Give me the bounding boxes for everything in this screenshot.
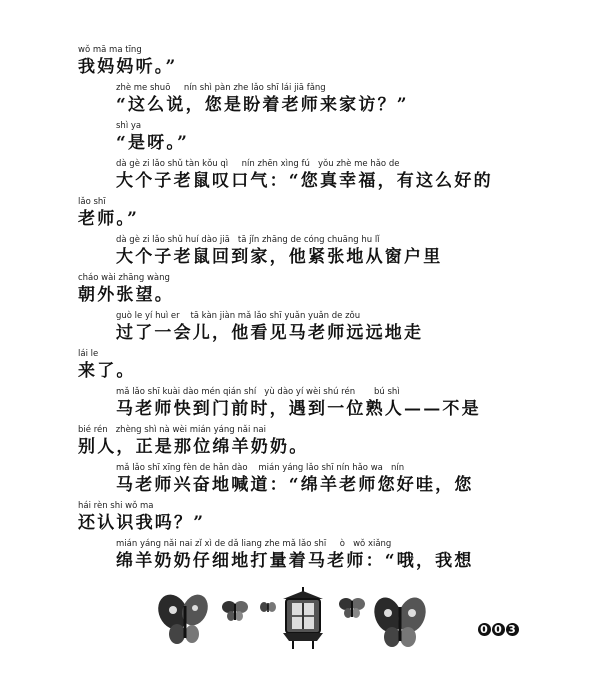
chinese-text: 马老师快到门前时，遇到一位熟人——不是 bbox=[116, 399, 481, 419]
page-number bbox=[478, 623, 520, 639]
pinyin-text: lái le bbox=[78, 349, 99, 359]
text-line bbox=[0, 272, 600, 306]
chinese-text: 绵羊奶奶仔细地打量着马老师：“哦，我想 bbox=[116, 551, 474, 571]
text-line bbox=[0, 310, 600, 344]
chinese-text: 还认识我吗？” bbox=[78, 513, 206, 533]
pinyin-text: bié rén zhèng shì nà wèi mián yáng nǎi nai bbox=[78, 425, 266, 435]
page-number-digit: 0 bbox=[492, 623, 505, 636]
pinyin-text: lǎo shī bbox=[78, 197, 106, 207]
pinyin-text: hái rèn shi wǒ ma bbox=[78, 501, 154, 511]
text-line bbox=[0, 348, 600, 382]
chinese-text: 别人，正是那位绵羊奶奶。 bbox=[78, 437, 309, 457]
butterfly-icon bbox=[153, 590, 213, 644]
chinese-text: 我妈妈听。” bbox=[78, 57, 178, 77]
chinese-text: “这么说，您是盼着老师来家访？” bbox=[116, 95, 409, 115]
text-line bbox=[0, 234, 600, 268]
text-line bbox=[0, 386, 600, 420]
page-number-digit: 0 bbox=[478, 623, 491, 636]
text-line bbox=[0, 538, 600, 572]
pinyin-text: wǒ mā ma tīng bbox=[78, 45, 142, 55]
butterfly-icon bbox=[370, 594, 431, 647]
text-line bbox=[0, 82, 600, 116]
butterfly-icon bbox=[222, 601, 248, 621]
text-line bbox=[0, 462, 600, 496]
pinyin-text: dà gè zi lǎo shǔ tàn kǒu qì nín zhēn xìng fú yǒu zhè me hǎo de bbox=[116, 159, 400, 169]
text-line bbox=[0, 424, 600, 458]
chinese-text: 大个子老鼠回到家，他紧张地从窗户里 bbox=[116, 247, 443, 267]
butterfly-icon bbox=[260, 602, 276, 612]
text-line bbox=[0, 44, 600, 78]
pinyin-text: mǎ lǎo shī xīng fèn de hǎn dào mián yáng lǎo shī nín hǎo wa nín bbox=[116, 463, 405, 473]
pinyin-text: cháo wài zhāng wàng bbox=[78, 273, 170, 283]
chinese-text: “是呀。” bbox=[116, 133, 190, 153]
chinese-text: 朝外张望。 bbox=[78, 285, 174, 305]
text-line bbox=[0, 158, 600, 192]
butterfly-icon bbox=[339, 598, 365, 618]
chinese-text: 老师。” bbox=[78, 209, 140, 229]
text-line bbox=[0, 120, 600, 154]
decorative-footer bbox=[0, 585, 600, 655]
pinyin-text: guò le yí huì er tā kàn jiàn mǎ lǎo shī yuǎn yuǎn de zǒu bbox=[116, 311, 361, 321]
page-number-digit: 3 bbox=[506, 623, 519, 636]
chinese-text: 过了一会儿，他看见马老师远远地走 bbox=[116, 323, 424, 343]
chinese-text: 来了。 bbox=[78, 361, 136, 381]
pinyin-text: zhè me shuō nín shì pàn zhe lǎo shī lái jiā fǎng bbox=[116, 83, 326, 93]
lantern-icon bbox=[283, 587, 323, 649]
chinese-text: 马老师兴奋地喊道：“绵羊老师您好哇，您 bbox=[116, 475, 474, 495]
pinyin-text: shì ya bbox=[116, 121, 142, 131]
text-line bbox=[0, 500, 600, 534]
pinyin-text: mǎ lǎo shī kuài dào mén qián shí yù dào yí wèi shú rén bú shì bbox=[116, 387, 400, 397]
pinyin-text: dà gè zi lǎo shǔ huí dào jiā tā jǐn zhāng de cóng chuāng hu lǐ bbox=[116, 235, 380, 245]
pinyin-text: mián yáng nǎi nai zǐ xì de dǎ liang zhe mǎ lǎo shī ò wǒ xiǎng bbox=[116, 539, 392, 549]
text-line bbox=[0, 196, 600, 230]
chinese-text: 大个子老鼠叹口气：“您真幸福，有这么好的 bbox=[116, 171, 493, 191]
